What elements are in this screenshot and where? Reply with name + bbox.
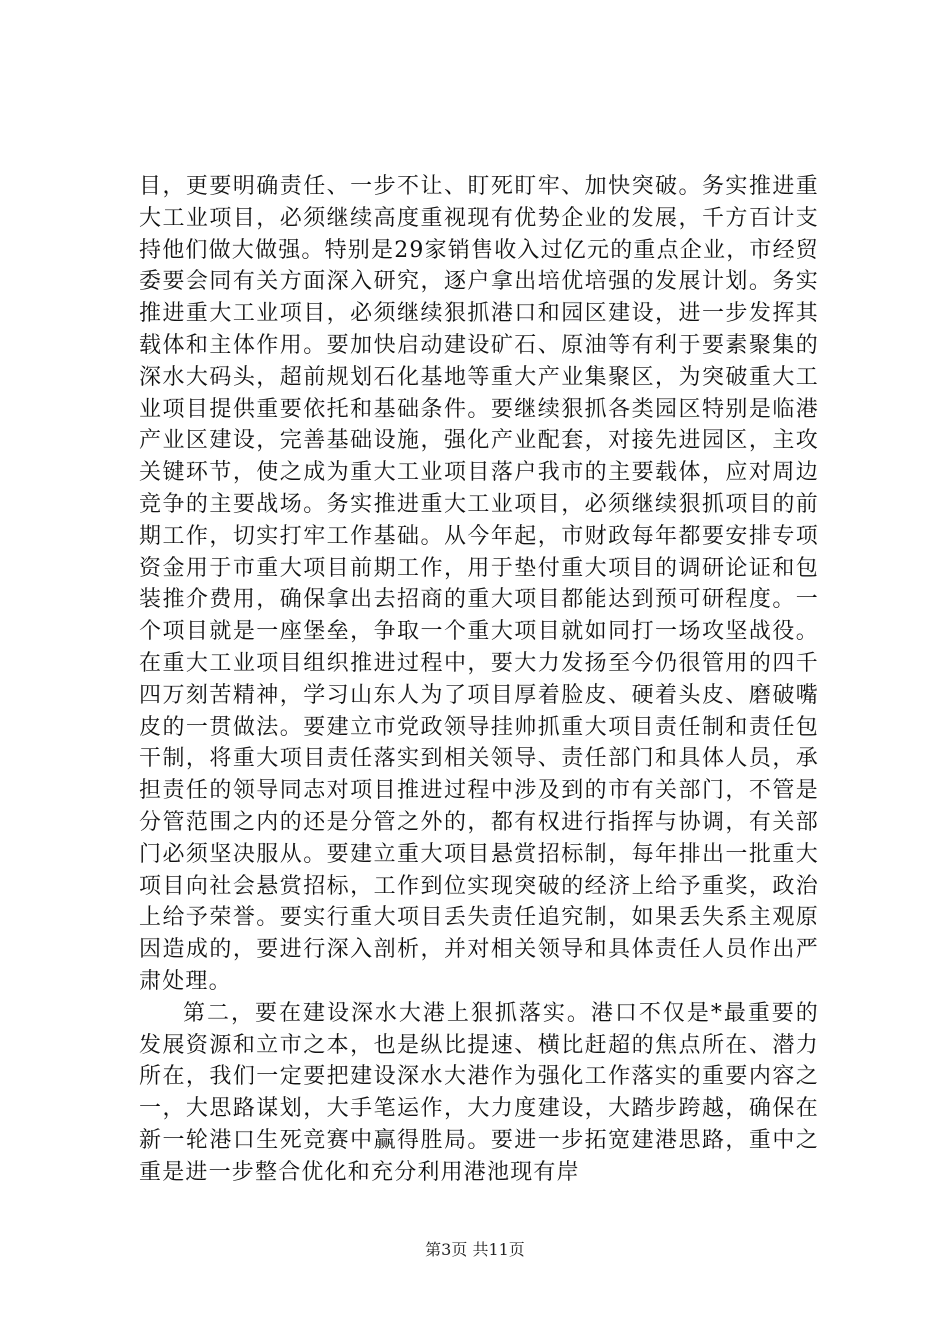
- body-text: [139, 171, 819, 1189]
- paragraph-continued: 目，更要明确责任、一步不让、盯死盯牢、加快突破。务实推进重大工业项目，必须继续高度重视现有优势企业的发展，千方百计支持他们做大做强。特别是29家销售收入过亿元的重点企业，市经贸委要会同有关方面深入研究，逐户拿出培优培强的发展计划。务实推进重大工业项目，必须继续狠抓港口和园区建设，进一步发挥其载体和主体作用。要加快启动建设矿石、原油等有利于要素聚集的深水大码头，超前规划石化基地等重大产业集聚区，为突破重大工业项目提供重要依托和基础条件。要继续狠抓各类园区特别是临港产业区建设，完善基础设施，强化产业配套，对接先进园区，主攻关键环节，使之成为重大工业项目落户我市的主要载体，应对周边竞争的主要战场。务实推进重大工业项目，必须继续狠抓项目的前期工作，切实打牢工作基础。从今年起，市财政每年都要安排专项资金用于市重大项目前期工作，用于垫付重大项目的调研论证和包装推介费用，确保拿出去招商的重大项目都能达到预可研程度。一个项目就是一座堡垒，争取一个重大项目就如同打一场攻坚战役。在重大工业项目组织推进过程中，要大力发扬至今仍很管用的四千四万刻苦精神，学习山东人为了项目厚着脸皮、硬着头皮、磨破嘴皮的一贯做法。要建立市党政领导挂帅抓重大项目责任制和责任包干制，将重大项目责任落实到相关领导、责任部门和具体人员，承担责任的领导同志对项目推进过程中涉及到的市有关部门，不管是分管范围之内的还是分管之外的，都有权进行指挥与协调，有关部门必须坚决服从。要建立重大项目悬赏招标制，每年排出一批重大项目向社会悬赏招标，工作到位实现突破的经济上给予重奖，政治上给予荣誉。要实行重大项目丢失责任追究制，如果丢失系主观原因造成的，要进行深入剖析，并对相关领导和具体责任人员作出严肃处理。: [139, 174, 819, 994]
- page-footer: 第3页 共11页: [425, 1240, 525, 1259]
- paragraph-second: 第二，要在建设深水大港上狠抓落实。港口不仅是*最重要的发展资源和立市之本，也是纵比提速、横比赶超的焦点所在、潜力所在，我们一定要把建设深水大港作为强化工作落实的重要内容之一，大思路谋划，大手笔运作，大力度建设，大踏步跨越，确保在新一轮港口生死竞赛中赢得胜局。要进一步拓宽建港思路，重中之重是进一步整合优化和充分利用港池现有岸: [139, 1000, 819, 1185]
